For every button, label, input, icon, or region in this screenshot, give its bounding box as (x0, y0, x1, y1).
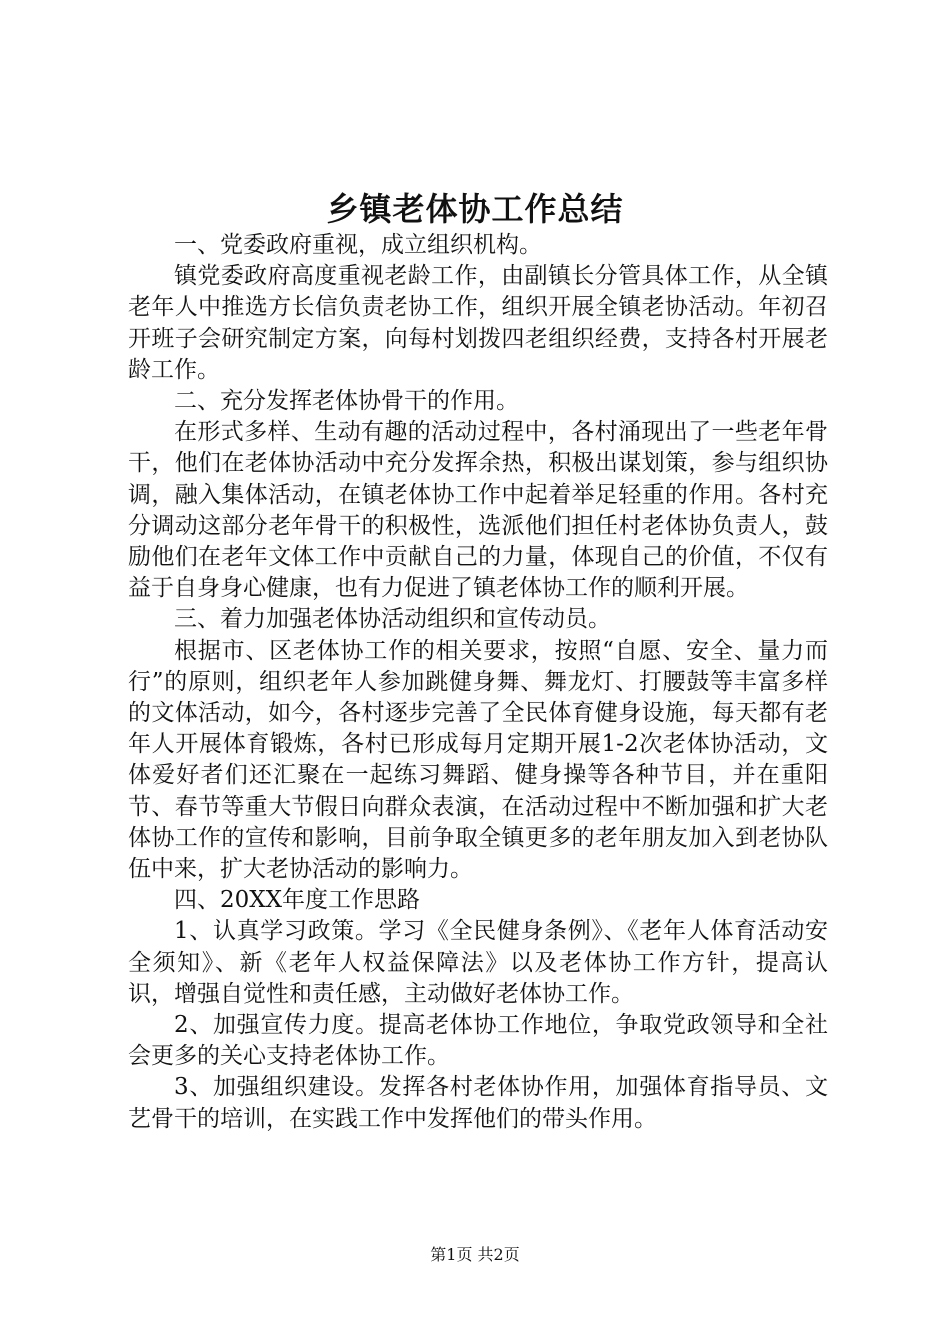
section-heading-2: 二、充分发挥老体协骨干的作用。 (174, 388, 519, 415)
paragraph-2: 在形式多样、生动有趣的活动过程中，各村涌现出了一些老年骨干，他们在老体协活动中充分发挥余热，积极出谋划策，参与组织协调，融入集体活动，在镇老体协工作中起着举足轻重的作用。各村充分调动这部分老年骨干的积极性，选派他们担任村老体协负责人，鼓励他们在老年文体工作中贡献自己的力量，体现自己的价值，不仅有益于自身身心健康，也有力促进了镇老体协工作的顺利开展。 (128, 419, 828, 602)
paragraph-3: 根据市、区老体协工作的相关要求，按照“自愿、安全、量力而行”的原则，组织老年人参加跳健身舞、舞龙灯、打腰鼓等丰富多样的文体活动，如今，各村逐步完善了全民体育健身设施，每天都有老年人开展体育锻炼，各村已形成每月定期开展1-2次老体协活动，文体爱好者们还汇聚在一起练习舞蹈、健身操等各种节目，并在重阳节、春节等重大节假日向群众表演，在活动过程中不断加强和扩大老体协工作的宣传和影响，目前争取全镇更多的老年朋友加入到老协队伍中来，扩大老协活动的影响力。 (128, 637, 828, 883)
plan-item-2: 2、加强宣传力度。提高老体协工作地位，争取党政领导和全社会更多的关心支持老体协工作。 (128, 1012, 828, 1070)
plan-item-3: 3、加强组织建设。发挥各村老体协作用，加强体育指导员、文艺骨干的培训，在实践工作中发挥他们的带头作用。 (128, 1074, 828, 1132)
paragraph-1: 镇党委政府高度重视老龄工作，由副镇长分管具体工作，从全镇老年人中推选方长信负责老协工作，组织开展全镇老协活动。年初召开班子会研究制定方案，向每村划拨四老组织经费，支持各村开展老龄工作。 (128, 263, 828, 383)
section-heading-1: 一、党委政府重视，成立组织机构。 (174, 232, 542, 258)
document-title: 乡镇老体协工作总结 (326, 190, 624, 228)
section-heading-4: 四、20XX年度工作思路 (174, 887, 421, 914)
section-heading-3: 三、着力加强老体协活动组织和宣传动员。 (174, 606, 611, 633)
document-body (128, 230, 828, 1135)
page-footer: 第1页 共2页 (430, 1245, 520, 1264)
plan-item-1: 1、认真学习政策。学习《全民健身条例》、《老年人体育活动安全须知》、新《老年人权益保障法》以及老体协工作方针，提高认识，增强自觉性和责任感，主动做好老体协工作。 (128, 918, 828, 1007)
